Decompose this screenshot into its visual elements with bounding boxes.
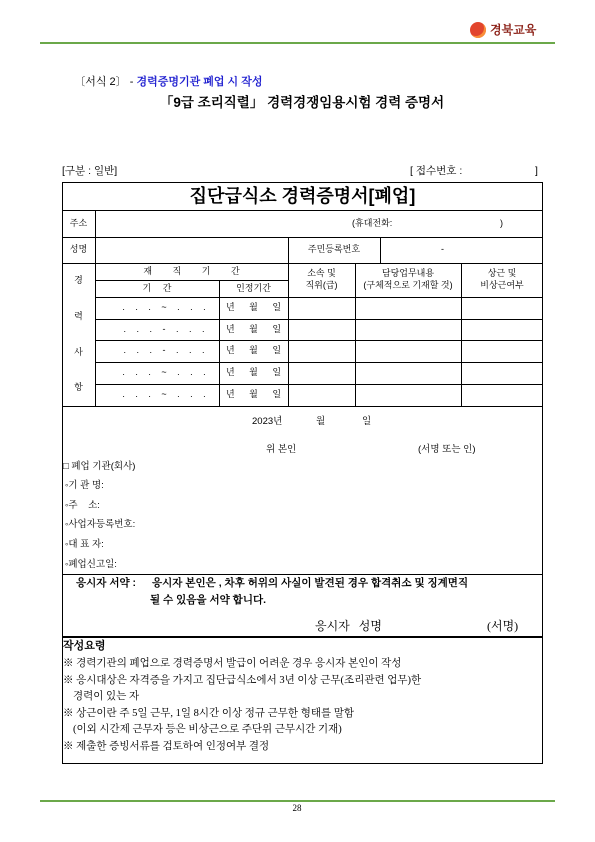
duties-header-line: 담당업무내용: [381, 268, 435, 279]
instruction-line: (이외 시간제 근무자 등은 비상근으로 주단위 근무시간 기재): [73, 724, 342, 735]
table-row: [95, 340, 543, 362]
fulltime-cell: [461, 384, 543, 406]
row-rule: [62, 210, 543, 211]
closed-org-name-field: ◦기 관 명:: [65, 480, 104, 491]
duties-cell: [355, 319, 461, 340]
position-cell: [288, 319, 355, 340]
fulltime-cell: [461, 362, 543, 384]
closed-org-closure-date-field: ◦폐업신고일:: [65, 559, 117, 570]
applicant-name-label: 응시자 성명: [315, 619, 382, 633]
position-header-line: 소속 및: [307, 268, 336, 279]
period-cell: . . . - . . .: [123, 323, 205, 334]
position-header: [288, 263, 355, 297]
column-rule: [380, 237, 381, 263]
footer-rule: [40, 800, 555, 802]
page-title: 「9급 조리직렬」 경력경쟁임용시험 경력 증명서: [159, 95, 445, 110]
page-number: 28: [292, 803, 302, 813]
closed-org-representative-field: ◦대 표 자:: [65, 539, 104, 550]
career-section-label: [62, 263, 95, 406]
logo-emblem-icon: [470, 22, 486, 38]
resident-number-separator: -: [441, 244, 444, 254]
pledge-label: 응시자 서약 :: [76, 577, 137, 589]
receipt-number-close: ]: [535, 165, 538, 177]
position-header-line: 직위(급): [305, 280, 338, 290]
name-label: 성명: [69, 244, 88, 255]
duties-header-line: (구체적으로 기재할 것): [363, 280, 453, 290]
tenure-header: 재 직 기 간: [143, 265, 240, 276]
career-label-char: 항: [74, 382, 83, 393]
logo: [468, 20, 560, 40]
table-row: [95, 319, 543, 340]
form-tag-prefix: 〔서식 2〕 -: [74, 76, 137, 88]
instruction-line: ※ 제출한 증빙서류를 검토하여 인정여부 결정: [63, 741, 270, 752]
table-row: [95, 362, 543, 384]
instruction-line: 경력이 있는 자: [73, 691, 140, 702]
career-label-char: 력: [74, 310, 83, 321]
address-label: 주소: [69, 217, 88, 228]
date-year: 2023년: [252, 416, 283, 427]
row-rule: [62, 406, 543, 407]
position-cell: [288, 340, 355, 362]
duties-cell: [355, 362, 461, 384]
instructions-title: 작성요령: [63, 640, 106, 652]
signature-note: (서명 또는 인): [418, 444, 476, 455]
date-day: 일: [362, 416, 372, 427]
table-row: [95, 384, 543, 406]
table-title: 집단급식소 경력증명서[폐업]: [189, 186, 416, 206]
fulltime-cell: [461, 319, 543, 340]
duties-header: [355, 263, 461, 297]
recognized-period-header: 인정기간: [236, 282, 271, 293]
category-label: [구분 : 일반]: [62, 165, 118, 177]
date-month: 월: [316, 416, 326, 427]
period-cell: . . . ~ . . .: [122, 367, 206, 378]
recognized-period-cell: 년 월 일: [225, 367, 282, 378]
closed-org-title: □ 폐업 기관(회사): [63, 461, 136, 472]
instruction-line: ※ 경력기관의 폐업으로 경력증명서 발급이 어려운 경우 응시자 본인이 작성: [63, 658, 402, 669]
closed-org-business-number-field: ◦사업자등록번호:: [65, 519, 136, 530]
pledge-text-line: 응시자 본인은 , 차후 허위의 사실이 발견된 경우 합격취소 및 징계면직: [152, 577, 469, 589]
period-cell: . . . ~ . . .: [122, 389, 206, 400]
position-cell: [288, 384, 355, 406]
row-rule: [62, 636, 543, 638]
position-cell: [288, 297, 355, 319]
fulltime-header-line: 상근 및: [487, 268, 517, 279]
phone-label-close: ): [500, 218, 503, 228]
row-rule: [62, 574, 543, 575]
duties-cell: [355, 340, 461, 362]
position-cell: [288, 362, 355, 384]
period-cell: . . . - . . .: [123, 345, 205, 356]
duties-cell: [355, 384, 461, 406]
recognized-period-cell: 년 월 일: [225, 389, 282, 400]
career-label-char: 사: [74, 346, 83, 357]
recognized-period-cell: 년 월 일: [225, 345, 282, 356]
recognized-period-cell: 년 월 일: [225, 302, 282, 313]
receipt-number-label: [ 접수번호 :: [410, 165, 463, 177]
instruction-line: ※ 응시대상은 자격증을 가지고 집단급식소에서 3년 이상 근무(조리관련 업무)한: [63, 675, 422, 686]
closed-org-address-field: ◦주 소:: [65, 500, 100, 511]
career-label-char: 경: [74, 275, 83, 286]
table-row: [95, 297, 543, 319]
fulltime-header-line: 비상근여부: [480, 280, 524, 290]
header-rule: [40, 42, 555, 44]
recognized-period-cell: 년 월 일: [225, 323, 282, 334]
period-cell: . . . ~ . . .: [122, 302, 206, 313]
signer-label: 위 본인: [266, 444, 297, 455]
logo-text: 경북교육: [490, 23, 537, 37]
pledge-text-line: 될 수 있음을 서약 합니다.: [150, 594, 267, 606]
period-header: 기 간: [142, 282, 172, 293]
instruction-line: ※ 상근이란 주 5일 근무, 1일 8시간 이상 정규 근무한 형태를 말함: [63, 708, 355, 719]
fulltime-cell: [461, 340, 543, 362]
form-tag-note: 경력증명기관 폐업 시 작성: [136, 76, 263, 88]
applicant-signature-label: (서명): [487, 619, 519, 633]
fulltime-cell: [461, 297, 543, 319]
duties-cell: [355, 297, 461, 319]
phone-label: (휴대전화:: [352, 218, 393, 228]
fulltime-header: [461, 263, 543, 297]
resident-number-label: 주민등록번호: [307, 244, 361, 255]
